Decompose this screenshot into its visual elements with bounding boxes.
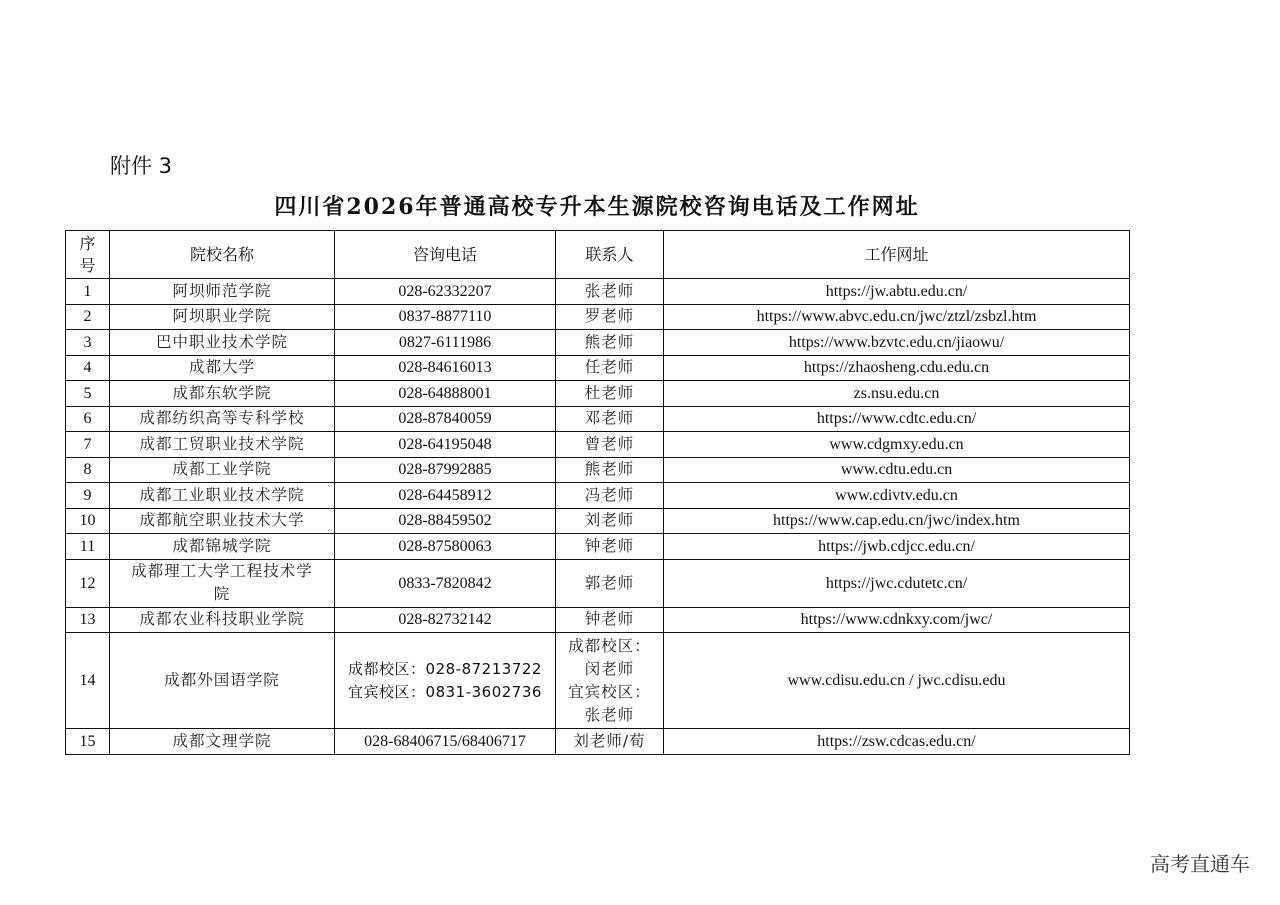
row-url[interactable]: zs.nsu.edu.cn [664,381,1130,407]
row-phone: 0833-7820842 [335,559,556,607]
row-school: 成都工业学院 [110,457,335,483]
row-school: 成都大学 [110,355,335,381]
header-contact: 联系人 [556,231,664,279]
row-no: 9 [66,483,110,509]
row-phone-line: 成都校区：028-87213722 [348,659,542,678]
row-school: 成都航空职业技术大学 [110,508,335,534]
row-contact: 郭老师 [556,559,664,607]
row-phone: 028-84616013 [335,355,556,381]
row-contact: 罗老师 [556,304,664,330]
row-no: 10 [66,508,110,534]
table-header-row [66,231,1130,279]
table-row [66,607,1130,633]
row-no: 4 [66,355,110,381]
row-phone: 028-82732142 [335,607,556,633]
row-contact-line: 成都校区： [568,636,651,655]
table-row [66,457,1130,483]
row-url[interactable]: https://www.abvc.edu.cn/jwc/ztzl/zsbzl.htm [664,304,1130,330]
row-phone: 028-87992885 [335,457,556,483]
header-url: 工作网址 [664,231,1130,279]
row-phone: 028-87580063 [335,534,556,560]
table-row [66,381,1130,407]
row-url[interactable]: www.cdivtv.edu.cn [664,483,1130,509]
row-url[interactable]: https://www.cap.edu.cn/jwc/index.htm [664,508,1130,534]
row-school: 成都理工大学工程技术学院 [110,559,335,607]
header-phone: 咨询电话 [335,231,556,279]
row-contact: 钟老师 [556,607,664,633]
row-school: 成都外国语学院 [110,633,335,729]
table-row [66,633,1130,729]
row-school: 巴中职业技术学院 [110,330,335,356]
row-no: 6 [66,406,110,432]
table-row [66,483,1130,509]
row-no: 11 [66,534,110,560]
row-contact: 张老师 [556,279,664,305]
row-school: 成都工贸职业技术学院 [110,432,335,458]
row-contact-line: 闵老师 [584,659,635,678]
row-url[interactable]: www.cdisu.edu.cn / jwc.cdisu.edu [664,633,1130,729]
row-no: 15 [66,729,110,755]
row-phone: 0837-8877110 [335,304,556,330]
row-no: 5 [66,381,110,407]
row-url[interactable]: https://jwc.cdutetc.cn/ [664,559,1130,607]
row-school: 阿坝师范学院 [110,279,335,305]
row-contact: 熊老师 [556,330,664,356]
row-contact: 冯老师 [556,483,664,509]
row-school: 阿坝职业学院 [110,304,335,330]
table-row [66,355,1130,381]
row-phone: 028-62332207 [335,279,556,305]
row-url[interactable]: https://www.bzvtc.edu.cn/jiaowu/ [664,330,1130,356]
row-contact: 刘老师/荀 [556,729,664,755]
row-no: 2 [66,304,110,330]
row-phone: 028-64888001 [335,381,556,407]
row-contact-multi [556,633,664,729]
table-row [66,432,1130,458]
row-school: 成都农业科技职业学院 [110,607,335,633]
contact-table [65,230,1130,755]
row-phone-line: 宜宾校区：0831-3602736 [348,682,542,701]
row-contact-line: 宜宾校区： [568,682,651,701]
row-url[interactable]: https://jwb.cdjcc.edu.cn/ [664,534,1130,560]
row-phone: 028-68406715/68406717 [335,729,556,755]
row-contact-line: 张老师 [584,705,635,724]
row-no: 7 [66,432,110,458]
row-contact: 刘老师 [556,508,664,534]
row-url[interactable]: https://www.cdtc.edu.cn/ [664,406,1130,432]
row-phone: 028-64458912 [335,483,556,509]
row-no: 1 [66,279,110,305]
row-phone: 028-87840059 [335,406,556,432]
table-row [66,406,1130,432]
table-row [66,304,1130,330]
table-row [66,508,1130,534]
row-url[interactable]: https://www.cdnkxy.com/jwc/ [664,607,1130,633]
header-no: 序号 [66,231,110,279]
row-no: 8 [66,457,110,483]
row-no: 14 [66,633,110,729]
row-phone: 028-64195048 [335,432,556,458]
row-contact: 曾老师 [556,432,664,458]
table-row [66,534,1130,560]
table-row [66,729,1130,755]
row-contact: 钟老师 [556,534,664,560]
row-contact: 杜老师 [556,381,664,407]
row-school: 成都东软学院 [110,381,335,407]
table-row [66,330,1130,356]
row-phone: 028-88459502 [335,508,556,534]
row-school: 成都纺织高等专科学校 [110,406,335,432]
attachment-label: 附件 3 [110,154,173,178]
row-no: 3 [66,330,110,356]
row-school: 成都工业职业技术学院 [110,483,335,509]
document-title: 四川省2026年普通高校专升本生源院校咨询电话及工作网址 [274,194,920,220]
row-url[interactable]: www.cdtu.edu.cn [664,457,1130,483]
row-no: 13 [66,607,110,633]
table-row [66,279,1130,305]
row-url[interactable]: https://zsw.cdcas.edu.cn/ [664,729,1130,755]
row-school: 成都文理学院 [110,729,335,755]
row-contact: 熊老师 [556,457,664,483]
row-phone: 0827-6111986 [335,330,556,356]
row-school: 成都锦城学院 [110,534,335,560]
row-url[interactable]: https://zhaosheng.cdu.edu.cn [664,355,1130,381]
row-contact: 任老师 [556,355,664,381]
row-no: 12 [66,559,110,607]
header-school: 院校名称 [110,231,335,279]
table-row [66,559,1130,607]
row-contact: 邓老师 [556,406,664,432]
row-url[interactable]: www.cdgmxy.edu.cn [664,432,1130,458]
row-phone-multi [335,633,556,729]
watermark-text: 高考直通车 [1150,852,1250,876]
row-url[interactable]: https://jw.abtu.edu.cn/ [664,279,1130,305]
